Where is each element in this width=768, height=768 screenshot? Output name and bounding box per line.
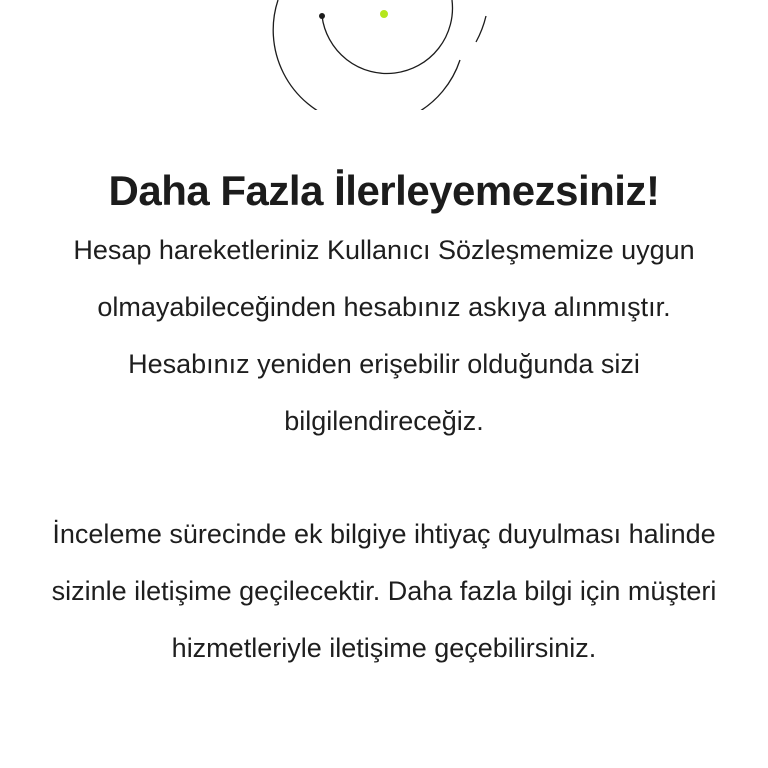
orbit-dot-dark <box>319 13 325 19</box>
orbit-dot-accent <box>380 10 388 18</box>
illustration <box>0 0 768 110</box>
outer-orbit-segment <box>476 16 486 42</box>
orbit-rings-icon <box>0 0 768 110</box>
suspension-message <box>0 160 768 677</box>
page-title: Daha Fazla İlerleyemezsiniz! <box>108 167 660 214</box>
inner-orbit-arc <box>322 0 452 73</box>
suspension-description: Hesap hareketleriniz Kullanıcı Sözleşmemize uygun olmayabileceğinden hesabınız askıya alınmıştır. Hesabınız yeniden erişebilir olduğunda sizi bilgilendireceğiz. <box>73 235 695 436</box>
review-process-description: İnceleme sürecinde ek bilgiye ihtiyaç duyulması halinde sizinle iletişime geçilecektir. Daha fazla bilgi için müşteri hizmetleriyle iletişime geçebilirsiniz. <box>51 519 717 663</box>
